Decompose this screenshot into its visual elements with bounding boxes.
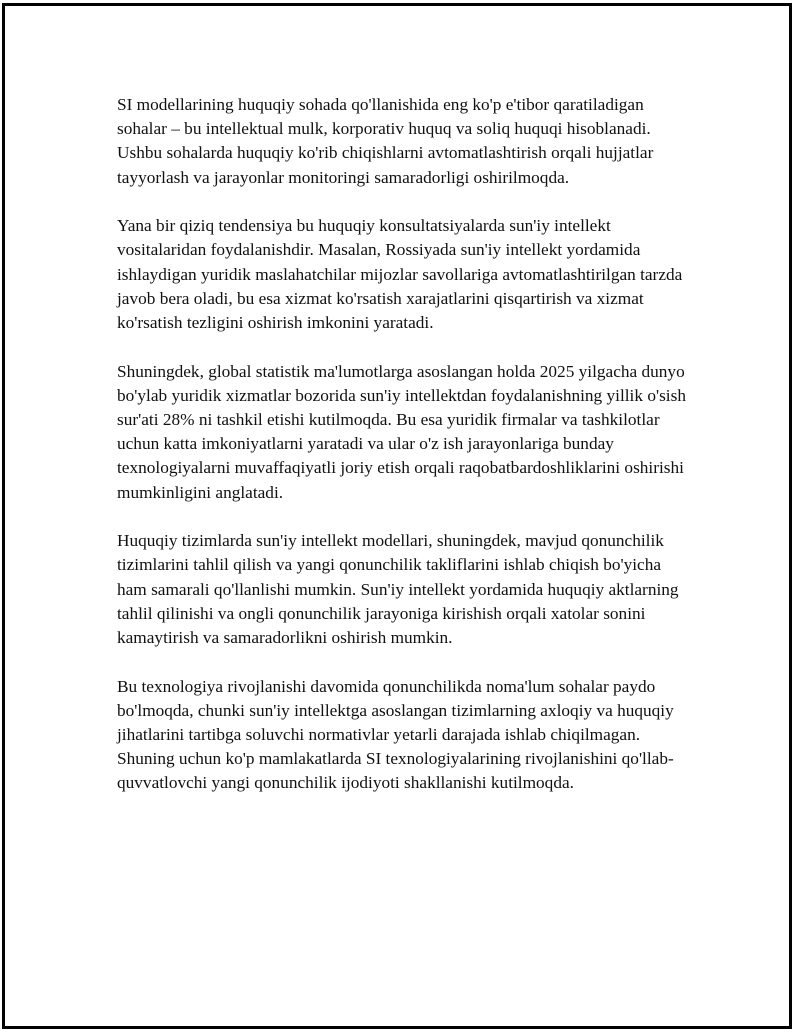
document-body	[117, 93, 692, 820]
paragraph-2: Yana bir qiziq tendensiya bu huquqiy konsultatsiyalarda sun'iy intellekt vositalaridan foydalanishdir. Masalan, Rossiyada sun'iy intellekt yordamida ishlaydigan yuridik maslahatchilar mijozlar savollariga avtomatlashtirilgan tarzda javob bera oladi, bu esa xizmat ko'rsatish xarajatlarini qisqartirish va xizmat ko'rsatish tezligini oshirish imkonini yaratadi.	[117, 216, 683, 333]
paragraph-5: Bu texnologiya rivojlanishi davomida qonunchilikda noma'lum sohalar paydo bo'lmoqda, chunki sun'iy intellektga asoslangan tizimlarning axloqiy va huquqiy jihatlarini tartibga soluvchi normativlar yetarli darajada ishlab chiqilmagan. Shuning uchun ko'p mamlakatlarda SI texnologiyalarining rivojlanishini qo'llab-quvvatlovchi yangi qonunchilik ijodiyoti shakllanishi kutilmoqda.	[117, 676, 674, 793]
paragraph-1: SI modellarining huquqiy sohada qo'llanishida eng ko'p e'tibor qaratiladigan sohalar – bu intellektual mulk, korporativ huquq va soliq huquqi hisoblanadi. Ushbu sohalarda huquqiy ko'rib chiqishlarni avtomatlashtirish orqali hujjatlar tayyorlash va jarayonlar monitoringi samaradorligi oshirilmoqda.	[117, 95, 654, 187]
paragraph-4: Huquqiy tizimlarda sun'iy intellekt modellari, shuningdek, mavjud qonunchilik tizimlarini tahlil qilish va yangi qonunchilik takliflarini ishlab chiqish bo'yicha ham samarali qo'llanlishi mumkin. Sun'iy intellekt yordamida huquqiy aktlarning tahlil qilinishi va ongli qonunchilik jarayoniga kirishish orqali xatolar sonini kamaytirish va samaradorlikni oshirish mumkin.	[117, 531, 679, 648]
paragraph-3: Shuningdek, global statistik ma'lumotlarga asoslangan holda 2025 yilgacha dunyo bo'ylab yuridik xizmatlar bozorida sun'iy intellektdan foydalanishning yillik o'sish sur'ati 28% ni tashkil etishi kutilmoqda. Bu esa yuridik firmalar va tashkilotlar uchun katta imkoniyatlarni yaratadi va ular o'z ish jarayonlariga bunday texnologiyalarni muvaffaqiyatli joriy etish orqali raqobatbardoshliklarini oshirishi mumkinligini anglatadi.	[117, 361, 686, 502]
